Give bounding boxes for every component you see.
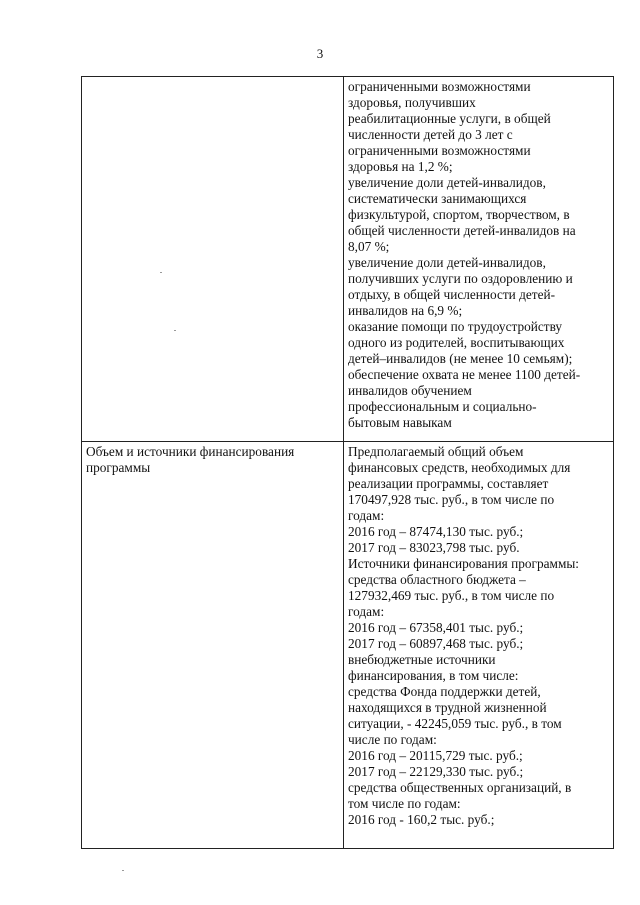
table-row [82, 442, 614, 849]
text-line: здоровья, получивших [348, 95, 476, 110]
text-line: реализации программы, составляет [348, 476, 549, 491]
text-line: годам: [348, 604, 385, 619]
text-line: 8,07 %; [348, 239, 390, 254]
text-line: общей численности детей-инвалидов на [348, 223, 576, 238]
scan-speck [122, 870, 124, 871]
text-line: 2016 год – 67358,401 тыс. руб.; [348, 620, 524, 635]
scan-speck [160, 272, 162, 273]
text-line: профессиональным и социально- [348, 399, 537, 414]
text-line: средства общественных организаций, в [348, 780, 572, 795]
text-line: ограниченными возможностями [348, 143, 531, 158]
text-line: внебюджетные источники [348, 652, 496, 667]
text-line: реабилитационные услуги, в общей [348, 111, 551, 126]
text-line: инвалидов обучением [348, 383, 472, 398]
text-line: систематически занимающихся [348, 191, 527, 206]
financing-label-cell [82, 442, 344, 849]
text-line: ситуации, - 42245,059 тыс. руб., в том [348, 716, 562, 731]
text-line: 2017 год – 60897,468 тыс. руб.; [348, 636, 524, 651]
text-line: инвалидов на 6,9 %; [348, 303, 463, 318]
text-line: средства областного бюджета – [348, 572, 526, 587]
text-line: годам: [348, 508, 385, 523]
text-line: 127932,469 тыс. руб., в том числе по [348, 588, 555, 603]
text-line: увеличение доли детей-инвалидов, [348, 255, 546, 270]
text-line: здоровья на 1,2 %; [348, 159, 453, 174]
text-line: Предполагаемый общий объем [348, 444, 524, 459]
text-line: 170497,928 тыс. руб., в том числе по [348, 492, 555, 507]
text-line: 2017 год – 22129,330 тыс. руб.; [348, 764, 524, 779]
text-line: 2017 год – 83023,798 тыс. руб. [348, 540, 520, 555]
text-line: детей–инвалидов (не менее 10 семьям); [348, 351, 573, 366]
text-line: 2016 год – 87474,130 тыс. руб.; [348, 524, 524, 539]
scan-speck [174, 330, 176, 331]
text-line: Источники финансирования программы: [348, 556, 579, 571]
text-line: получивших услуги по оздоровлению и [348, 271, 573, 286]
label-cell-empty [82, 77, 344, 442]
financing-value-cell [344, 442, 614, 849]
text-line: том числе по годам: [348, 796, 461, 811]
text-line: численности детей до 3 лет с [348, 127, 513, 142]
text-line: увеличение доли детей-инвалидов, [348, 175, 546, 190]
row-label: Объем и источники финансирования [86, 444, 295, 459]
text-line: средства Фонда поддержки детей, [348, 684, 541, 699]
text-line: финансовых средств, необходимых для [348, 460, 571, 475]
expected-results-cell [344, 77, 614, 442]
text-line: физкультурой, спортом, творчеством, в [348, 207, 570, 222]
page-number: 3 [316, 46, 324, 61]
row-label: программы [86, 460, 151, 475]
text-line: оказание помощи по трудоустройству [348, 319, 563, 334]
text-line: отдыху, в общей численности детей- [348, 287, 556, 302]
text-line: 2016 год - 160,2 тыс. руб.; [348, 812, 495, 827]
program-passport-table [81, 76, 614, 849]
text-line: обеспечение охвата не менее 1100 детей- [348, 367, 581, 382]
text-line: 2016 год – 20115,729 тыс. руб.; [348, 748, 523, 763]
text-line: ограниченными возможностями [348, 79, 531, 94]
text-line: одного из родителей, воспитывающих [348, 335, 565, 350]
text-line: находящихся в трудной жизненной [348, 700, 547, 715]
table-row [82, 77, 614, 442]
text-line: бытовым навыкам [348, 415, 452, 430]
text-line: числе по годам: [348, 732, 437, 747]
text-line: финансирования, в том числе: [348, 668, 519, 683]
